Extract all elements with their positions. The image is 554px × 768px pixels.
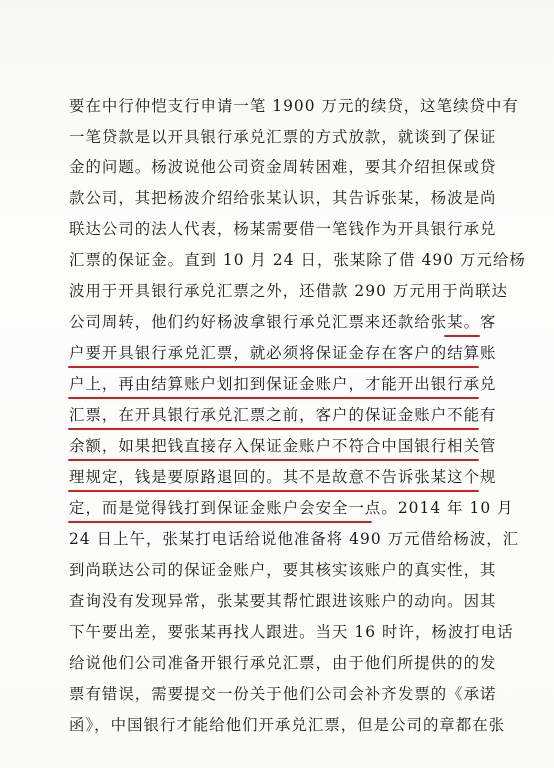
- red-underline-mark: [444, 335, 480, 337]
- text-line: 理规定，钱是要原路退回的。其不是故意不告诉张某这个规: [69, 468, 497, 486]
- text-line: 票有错误，需要提交一份关于他们公司会补齐发票的《承诺: [69, 685, 497, 703]
- text-line: 金的问题。杨波说他公司资金周转困难，要其介绍担保或贷: [69, 158, 497, 176]
- text-line: 要在中行仲恺支行申请一笔 1900 万元的续贷，这笔续贷中有: [69, 97, 519, 115]
- text-line: 款公司，其把杨波介绍给张某认识，其告诉张某，杨波是尚: [69, 189, 497, 207]
- red-underline-mark: [68, 397, 479, 399]
- red-underline-mark: [68, 366, 479, 368]
- text-line: 一笔贷款是以开具银行承兑汇票的方式放款，就谈到了保证: [69, 128, 497, 146]
- text-line: 波用于开具银行承兑汇票之外，还借款 290 万元用于尚联达: [69, 282, 508, 300]
- text-line: 余额，如果把钱直接存入保证金账户不符合中国银行相关管: [69, 437, 497, 455]
- text-line: 公司周转，他们约好杨波拿银行承兑汇票来还款给张某。客: [69, 313, 497, 331]
- red-underline-mark: [68, 428, 479, 430]
- text-line: 下午要出差，要张某再找人跟进。当天 16 时许，杨波打电话: [69, 623, 514, 641]
- text-line: 联达公司的法人代表，杨某需要借一笔钱作为开具银行承兑: [69, 220, 497, 238]
- text-line: 函》，中国银行才能给他们开承兑汇票，但是公司的章都在张: [69, 716, 506, 734]
- text-line: 汇票，在开具银行承兑汇票之前，客户的保证金账户不能有: [69, 406, 497, 424]
- red-underline-mark: [68, 459, 479, 461]
- text-line: 户上，再由结算账户划扣到保证金账户，才能开出银行承兑: [69, 375, 497, 393]
- text-line: 24 日上午，张某打电话给说他准备将 490 万元借给杨波，汇: [69, 530, 520, 548]
- text-line: 查询没有发现异常，张某要其帮忙跟进该账户的动向。因其: [69, 592, 497, 610]
- red-underline-mark: [68, 490, 479, 492]
- text-line: 汇票的保证金。直到 10 月 24 日，张某除了借 490 万元给杨: [69, 251, 526, 269]
- text-line: 到尚联达公司的保证金账户，要其核实该账户的真实性，其: [69, 561, 497, 579]
- text-line: 给说他们公司准备开银行承兑汇票，由于他们所提供的的发: [69, 654, 497, 672]
- red-underline-mark: [68, 521, 372, 523]
- text-line: 户要开具银行承兑汇票，就必须将保证金存在客户的结算账: [69, 344, 497, 362]
- text-line: 定，而是觉得钱打到保证金账户会安全一点。2014 年 10 月: [69, 499, 514, 517]
